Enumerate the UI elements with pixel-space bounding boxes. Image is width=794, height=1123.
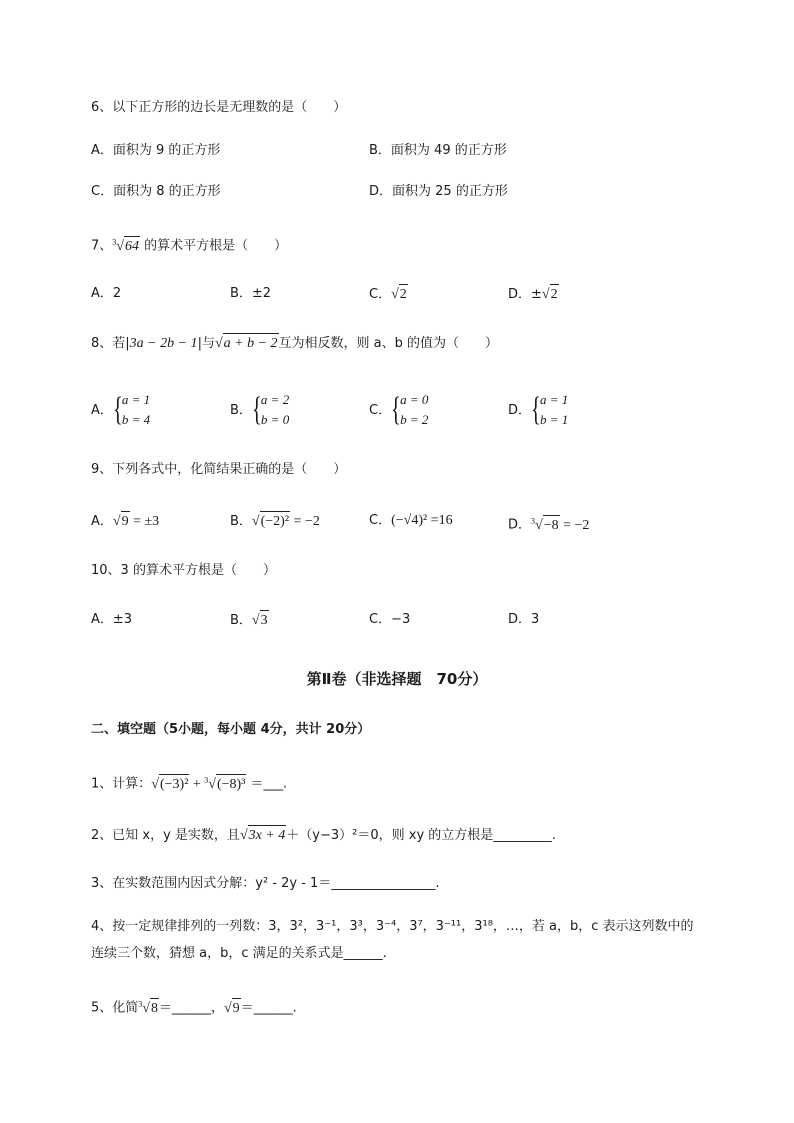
q10-stem: 10、3 的算术平方根是（ ） [91,563,276,578]
fill-1-expr: √(−3)² + $^3$√(−8)³ [151,777,246,792]
q7-option-b: B．±2 [230,286,272,301]
q6-option-c: C．面积为 8 的正方形 [91,184,221,199]
q10-option-d: D．3 [508,612,540,627]
q6-option-d: D．面积为 25 的正方形 [369,184,508,199]
q10-option-b: B．√3 [230,610,269,631]
q7-option-d: D．±√2 [508,284,559,305]
q9-option-a: A．√9 = ±3 [91,511,159,532]
q10-option-c: C．−3 [369,612,411,627]
q8-option-c: C． { a = 0 b = 2 [369,391,429,428]
q7-rest: 的算术平方根是（ ） [139,238,288,254]
fill-4-line1: 4、按一定规律排列的一列数：3，3²，3⁻¹，3³，3⁻⁴，3⁷，3⁻¹¹，3¹⁸，…，若 a，b，c 表示这列数中的 [91,919,694,934]
q6-option-b: B．面积为 49 的正方形 [369,143,507,158]
section2-title: 二、填空题（5小题，每小题 4分，共计 20分） [91,722,371,737]
q9-option-c: C．(−√4)² =16 [369,513,453,528]
fill-5: 5、化简$^3$√8＝______，√9＝______. [91,994,297,1019]
q10-option-a: A．±3 [91,612,133,627]
fill-2: 2、已知 x，y 是实数，且√3x + 4＋（y−3）²＝0，则 xy 的立方根是_________. [91,825,556,846]
part2-title: 第Ⅱ卷（非选择题 70分） [306,670,488,688]
q8-option-d: D． { a = 1 b = 1 [508,391,569,428]
q7-option-c: C．√2 [369,284,408,305]
q7-stem [91,232,287,257]
fill-4-line2: 连续三个数，猜想 a，b，c 满足的关系式是______. [91,946,387,961]
q9-option-b: B．√(−2)² = −2 [230,511,320,532]
q8-option-b: B． { a = 2 b = 0 [230,391,290,428]
fill-3: 3、在实数范围内因式分解：y² - 2y - 1＝________________. [91,876,440,891]
fill-1: 1、计算：√(−3)² + $^3$√(−8)³ ＝___. [91,770,287,795]
q8-abs-expr: 3a − 2b − 1 [129,336,198,351]
q8-option-a: A． { a = 1 b = 4 [91,391,151,428]
q6-option-a: A．面积为 9 的正方形 [91,143,221,158]
q9-stem: 9、下列各式中，化简结果正确的是（ ） [91,462,347,477]
q9-option-d: D．$^3$√−8 = −2 [508,511,589,536]
q8-stem: 8、若|3a − 2b − 1|与√a + b − 2互为相反数，则 a、b 的值为（ ） [91,333,498,354]
q6-stem: 6、以下正方形的边长是无理数的是（ ） [91,100,347,115]
q7-cube-root: $^3$√64 [112,239,140,254]
q7-option-a: A．2 [91,286,122,301]
q8-sqrt-expr: √a + b − 2 [215,336,279,351]
q7-number: 7、 [91,238,113,254]
